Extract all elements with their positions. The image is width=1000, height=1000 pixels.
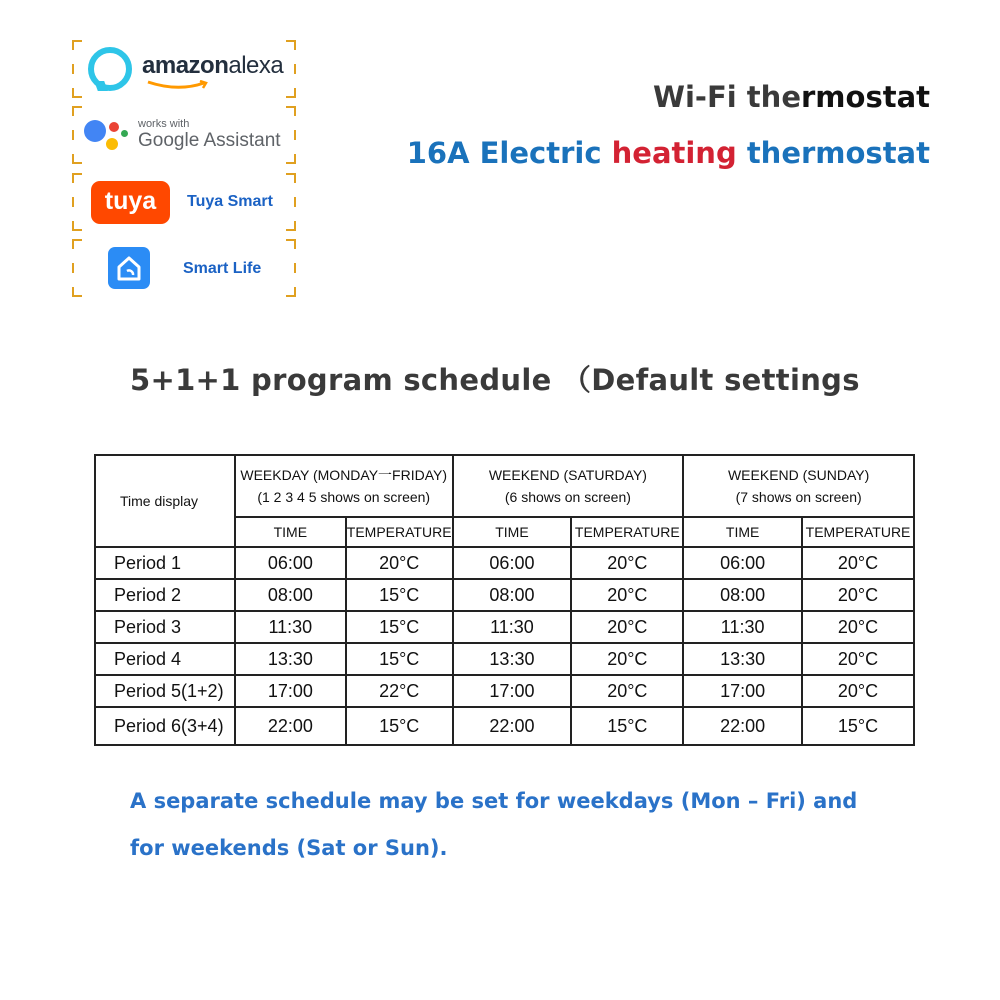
time-cell: 17:00 <box>235 675 346 707</box>
time-cell: 08:00 <box>683 579 802 611</box>
temperature-cell: 20°C <box>571 643 683 675</box>
table-row <box>95 611 914 643</box>
time-cell: 22:00 <box>683 707 802 745</box>
frame-dash <box>294 130 296 140</box>
temperature-cell: 20°C <box>802 547 914 579</box>
frame-dash <box>294 263 296 273</box>
temperature-cell: 15°C <box>346 579 453 611</box>
note-line: for weekends (Sat or Sun). <box>130 836 448 860</box>
column-header: TIME <box>683 517 802 547</box>
time-display-header: Time display <box>95 455 235 547</box>
google-assistant-icon <box>121 130 128 137</box>
frame-corner <box>72 106 82 116</box>
temperature-cell: 20°C <box>802 579 914 611</box>
frame-corner <box>72 239 82 249</box>
temperature-cell: 20°C <box>571 579 683 611</box>
time-cell: 06:00 <box>683 547 802 579</box>
frame-corner <box>286 287 296 297</box>
sunday-header: WEEKEND (SUNDAY) (7 shows on screen) <box>683 455 914 517</box>
frame-dash <box>294 64 296 74</box>
temperature-cell: 20°C <box>802 611 914 643</box>
frame-corner <box>72 221 82 231</box>
google-assistant-icon <box>109 122 119 132</box>
frame-corner <box>286 239 296 249</box>
tuya-logo-icon: tuya <box>91 181 170 224</box>
time-cell: 13:30 <box>235 643 346 675</box>
weekday-header: WEEKDAY (MONDAY一FRIDAY) (1 2 3 4 5 shows on screen) <box>235 455 453 517</box>
frame-corner <box>286 154 296 164</box>
column-header: TEMPERATURE <box>346 517 453 547</box>
product-subtitle: 16A Electric heating thermostat <box>406 136 930 170</box>
time-cell: 11:30 <box>453 611 572 643</box>
smart-life-logo-icon <box>108 247 150 289</box>
tuya-smart-label: Tuya Smart <box>187 193 273 210</box>
alexa-badge <box>72 40 296 98</box>
time-cell: 17:00 <box>683 675 802 707</box>
amazon-smile-icon <box>146 80 216 90</box>
temperature-cell: 20°C <box>571 675 683 707</box>
period-label: Period 2 <box>95 579 235 611</box>
frame-corner <box>72 88 82 98</box>
frame-corner <box>72 40 82 50</box>
frame-corner <box>286 88 296 98</box>
time-cell: 13:30 <box>683 643 802 675</box>
table-row <box>95 547 914 579</box>
time-cell: 22:00 <box>453 707 572 745</box>
frame-dash <box>294 197 296 207</box>
time-cell: 13:30 <box>453 643 572 675</box>
works-with-label: works with <box>138 118 190 130</box>
time-cell: 11:30 <box>683 611 802 643</box>
schedule-note <box>130 778 930 872</box>
period-label: Period 4 <box>95 643 235 675</box>
alexa-logo-icon <box>88 47 132 91</box>
column-header: TIME <box>235 517 346 547</box>
column-header: TEMPERATURE <box>571 517 683 547</box>
product-title: Wi-Fi thermostat <box>653 80 930 114</box>
frame-corner <box>72 154 82 164</box>
table-row <box>95 643 914 675</box>
temperature-cell: 15°C <box>346 707 453 745</box>
temperature-cell: 22°C <box>346 675 453 707</box>
google-assistant-badge <box>72 106 296 164</box>
time-cell: 06:00 <box>235 547 346 579</box>
time-cell: 22:00 <box>235 707 346 745</box>
frame-corner <box>286 40 296 50</box>
temperature-cell: 15°C <box>802 707 914 745</box>
schedule-table <box>94 454 915 746</box>
temperature-cell: 20°C <box>571 611 683 643</box>
period-label: Period 3 <box>95 611 235 643</box>
smart-life-badge <box>72 239 296 297</box>
frame-corner <box>72 287 82 297</box>
google-assistant-icon <box>106 138 118 150</box>
alexa-wordmark: amazonalexa <box>142 52 284 79</box>
google-assistant-label: Google Assistant <box>138 130 281 151</box>
frame-corner <box>286 173 296 183</box>
frame-corner <box>286 106 296 116</box>
temperature-cell: 20°C <box>802 643 914 675</box>
time-cell: 08:00 <box>453 579 572 611</box>
period-label: Period 1 <box>95 547 235 579</box>
column-header: TEMPERATURE <box>802 517 914 547</box>
table-row <box>95 579 914 611</box>
tuya-badge <box>72 173 296 231</box>
temperature-cell: 20°C <box>571 547 683 579</box>
google-assistant-icon <box>84 120 106 142</box>
temperature-cell: 15°C <box>571 707 683 745</box>
column-header: TIME <box>453 517 572 547</box>
frame-dash <box>72 130 74 140</box>
note-line: A separate schedule may be set for weekdays (Mon – Fri) and <box>130 789 858 813</box>
table-row <box>95 707 914 745</box>
frame-corner <box>286 221 296 231</box>
period-label: Period 6(3+4) <box>95 707 235 745</box>
schedule-heading: 5+1+1 program schedule （Default settings <box>130 363 860 397</box>
time-cell: 11:30 <box>235 611 346 643</box>
smart-life-label: Smart Life <box>183 260 262 277</box>
time-cell: 06:00 <box>453 547 572 579</box>
temperature-cell: 20°C <box>346 547 453 579</box>
frame-dash <box>72 64 74 74</box>
table-row <box>95 675 914 707</box>
temperature-cell: 15°C <box>346 643 453 675</box>
frame-dash <box>72 197 74 207</box>
time-cell: 08:00 <box>235 579 346 611</box>
saturday-header: WEEKEND (SATURDAY) (6 shows on screen) <box>453 455 684 517</box>
temperature-cell: 20°C <box>802 675 914 707</box>
frame-dash <box>72 263 74 273</box>
time-cell: 17:00 <box>453 675 572 707</box>
frame-corner <box>72 173 82 183</box>
period-label: Period 5(1+2) <box>95 675 235 707</box>
temperature-cell: 15°C <box>346 611 453 643</box>
